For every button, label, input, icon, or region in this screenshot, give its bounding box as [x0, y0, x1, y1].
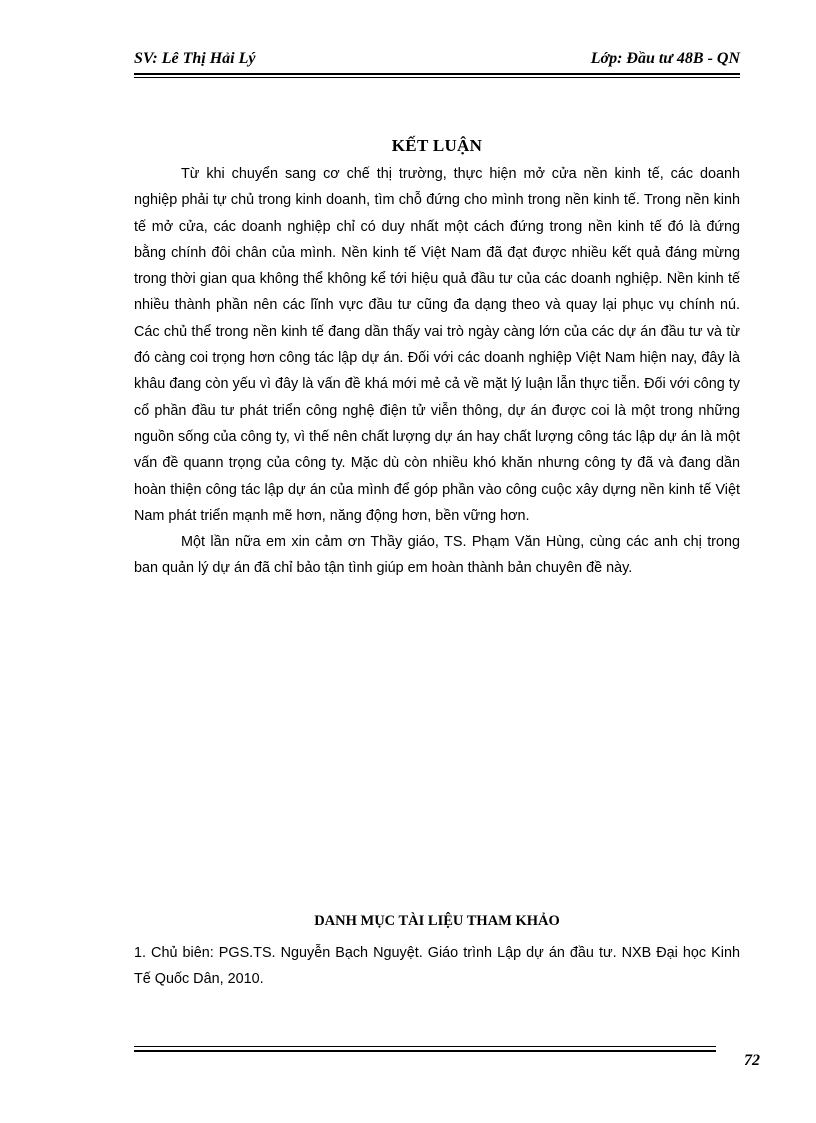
conclusion-body — [134, 161, 740, 582]
conclusion-paragraph-1: Từ khi chuyển sang cơ chế thị trường, thực hiện mở cửa nền kinh tế, các doanh nghiệp phải tự chủ trong kinh doanh, tìm chỗ đứng cho mình trong nền kinh tế. Trong nền kinh tế mở cửa, các doanh nghiệp chỉ có duy nhất một cách đứng trong nền kinh tế đó là đứng bằng chính đôi chân của mình. Nền kinh tế Việt Nam đã đạt được nhiều kết quả đáng mừng trong thời gian qua không thể không kể tới hiệu quả đầu tư của các doanh nghiệp. Nền kinh tế nhiều thành phần nên các lĩnh vực đầu tư cũng đa dạng theo và quay lại phục vụ chính nú. Các chủ thể trong nền kinh tế đang dần thấy vai trò ngày càng lớn của các dự án đầu tư và từ đó càng coi trọng hơn công tác lập dự án. Đối với các doanh nghiệp Việt Nam hiện nay, đây là khâu đang còn yếu vì đây là vấn đề khá mới mẻ cả về mặt lý luận lẫn thực tiễn. Đối với công ty cổ phần đầu tư phát triển công nghệ điện tử viễn thông, dự án được coi là một trong những nguồn sống của công ty, vì thế nên chất lượng dự án hay chất lượng công tác lập dự án là một vấn đề quann trọng của công ty. Mặc dù còn nhiều khó khăn nhưng công ty đã và đang dần hoàn thiện công tác lập dự án của mình để góp phần vào công cuộc xây dựng nền kinh tế Việt Nam phát triển mạnh mẽ hơn, năng động hơn, bền vững hơn. — [134, 166, 740, 524]
header-rule-thin — [134, 77, 740, 78]
footer-rule-thin — [134, 1046, 716, 1047]
class-name: Lớp: Đầu tư 48B - QN — [590, 50, 740, 67]
header-rule — [134, 73, 740, 75]
student-name: SV: Lê Thị Hải Lý — [134, 50, 256, 67]
footer-rule — [134, 1050, 716, 1052]
section-title: KẾT LUẬN — [391, 136, 483, 155]
references-title: DANH MỤC TÀI LIỆU THAM KHẢO — [314, 913, 560, 929]
references-list — [134, 940, 740, 993]
page-header — [134, 50, 740, 74]
page-number: 72 — [744, 1052, 760, 1069]
conclusion-paragraph-2: Một lần nữa em xin cảm ơn Thầy giáo, TS. Phạm Văn Hùng, cùng các anh chị trong ban quản lý dự án đã chỉ bảo tận tình giúp em hoàn thành bản chuyên đề này. — [134, 534, 740, 577]
reference-item: 1. Chủ biên: PGS.TS. Nguyễn Bạch Nguyệt. Giáo trình Lập dự án đầu tư. NXB Đại học Kinh Tế Quốc Dân, 2010. — [134, 945, 740, 988]
